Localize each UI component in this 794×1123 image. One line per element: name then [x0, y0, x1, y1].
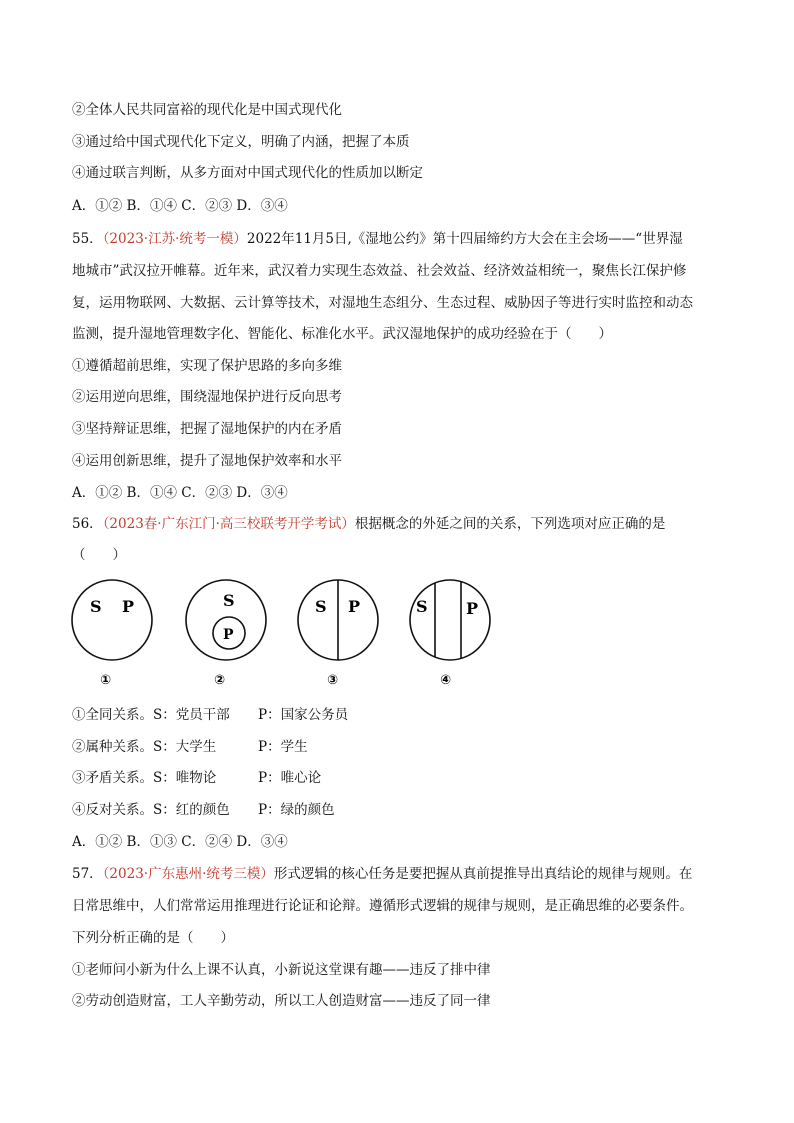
diagram-subordinate — [186, 580, 266, 660]
diagram-number: ② — [214, 673, 226, 688]
option-line: ②劳动创造财富，工人辛勤劳动，所以工人创造财富——违反了同一律 — [72, 993, 491, 1009]
question-text: 2022年11月5日,《湿地公约》第十四届缔约方大会在主会场——“世界湿 — [246, 231, 683, 247]
label-s: S — [315, 597, 327, 616]
option-line: ①老师问小新为什么上课不认真，小新说这堂课有趣——违反了排中律 — [72, 962, 491, 978]
circle-outline — [72, 580, 152, 660]
diagram-number: ③ — [327, 673, 339, 688]
question-text: 下列分析正确的是（ ） — [72, 930, 234, 946]
question-57-line-1 — [72, 864, 732, 884]
question-text: 形式逻辑的核心任务是要把握从真前提推导出真结论的规律与规则。在 — [273, 866, 693, 882]
question-text: 根据概念的外延之间的关系，下列选项对应正确的是 — [354, 516, 666, 532]
question-source: （2023·广东惠州·统考三模） — [102, 866, 274, 882]
option-line: ②全体人民共同富裕的现代化是中国式现代化 — [72, 102, 342, 118]
question-text: 监测，提升湿地管理数字化、智能化、标准化水平。武汉湿地保护的成功经验在于（ ） — [72, 326, 612, 342]
diagram-contradictory — [298, 580, 378, 660]
option-line: ③矛盾关系。S：唯物论 P：唯心论 — [72, 770, 322, 786]
label-p: P — [122, 597, 135, 616]
question-source: （2023·江苏·统考一模） — [102, 231, 247, 247]
concept-diagrams — [68, 578, 508, 690]
answer-choices: A．①② B．①④ C．②③ D．③④ — [72, 485, 288, 501]
label-s: S — [90, 597, 102, 616]
circle-outline — [410, 580, 490, 660]
question-text: 地城市”武汉拉开帷幕。近年来，武汉着力实现生态效益、社会效益、经济效益相统一，聚焦长江保护修 — [72, 263, 687, 279]
option-line: ④运用创新思维，提升了湿地保护效率和水平 — [72, 453, 342, 469]
diagram-identity — [72, 580, 152, 660]
diagram-contrary — [410, 580, 490, 660]
option-line: ②属种关系。S：大学生 P：学生 — [72, 739, 308, 755]
option-line: ③通过给中国式现代化下定义，明确了内涵，把握了本质 — [72, 134, 410, 150]
question-number: 55． — [72, 231, 103, 247]
question-number: 57． — [72, 866, 103, 882]
option-line: ①遵循超前思维，实现了保护思路的多向多维 — [72, 358, 342, 374]
question-56-line-1 — [72, 514, 732, 534]
option-line: ③坚持辩证思维，把握了湿地保护的内在矛盾 — [72, 421, 342, 437]
label-p: P — [348, 597, 361, 616]
label-s: S — [416, 597, 428, 616]
option-line: ②运用逆向思维，围绕湿地保护进行反向思考 — [72, 389, 342, 405]
diagram-number: ④ — [440, 673, 452, 688]
concept-diagrams-svg — [68, 578, 508, 690]
label-p: P — [223, 627, 234, 643]
label-p: P — [466, 599, 479, 618]
question-text: （ ） — [72, 547, 126, 563]
question-text: 日常思维中，人们常常运用推理进行论证和论辩。遵循形式逻辑的规律与规则，是正确思维的必要条件。 — [72, 898, 693, 914]
question-number: 56． — [72, 516, 103, 532]
option-line: ④通过联言判断，从多方面对中国式现代化的性质加以断定 — [72, 165, 423, 181]
diagram-number: ① — [100, 673, 112, 688]
option-line: ④反对关系。S：红的颜色 P：绿的颜色 — [72, 802, 335, 818]
answer-choices: A．①② B．①④ C．②③ D．③④ — [72, 198, 288, 214]
label-s: S — [223, 591, 235, 610]
question-source: （2023春·广东江门·高三校联考开学考试） — [102, 516, 355, 532]
option-line: ①全同关系。S：党员干部 P：国家公务员 — [72, 707, 349, 723]
answer-choices: A．①② B．①③ C．②④ D．③④ — [72, 834, 288, 850]
question-text: 复，运用物联网、大数据、云计算等技术，对湿地生态组分、生态过程、威胁因子等进行实时监控和动态 — [72, 295, 693, 311]
question-55-line-1 — [72, 229, 732, 249]
